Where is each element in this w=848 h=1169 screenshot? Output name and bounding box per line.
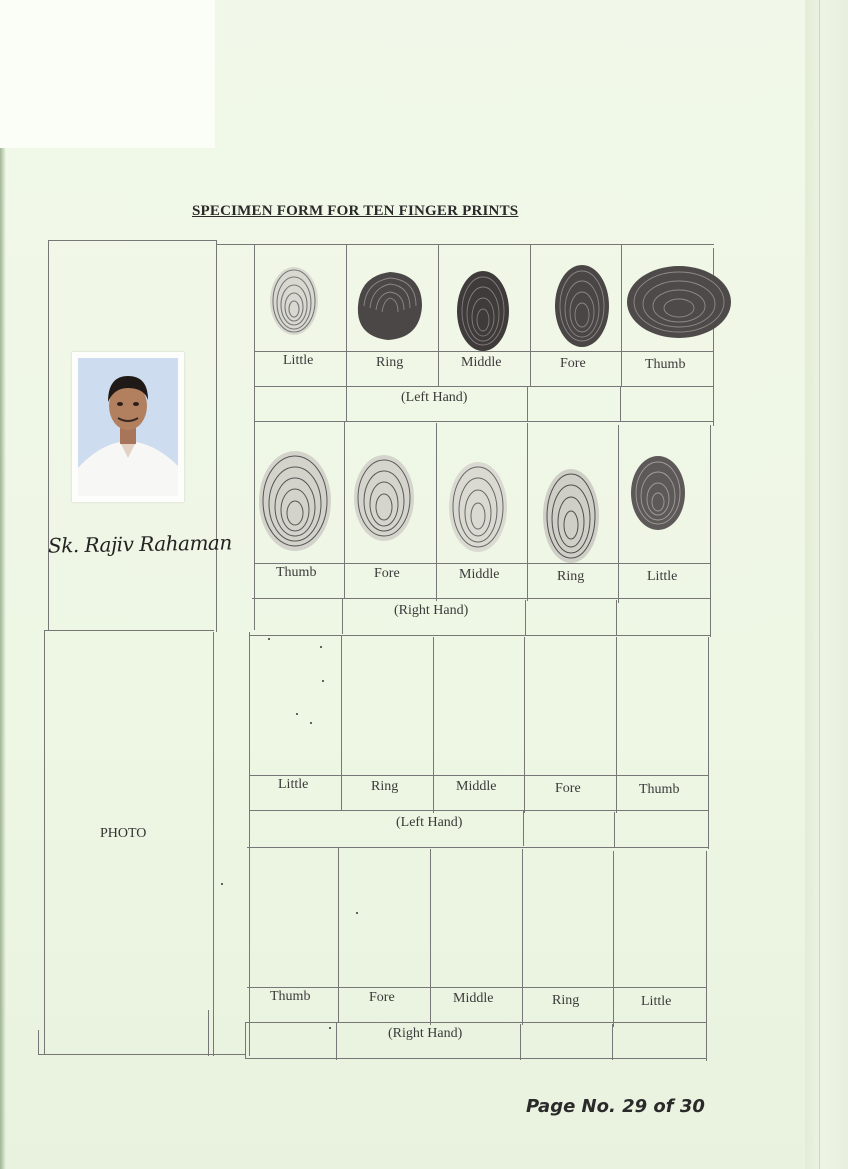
photo-placeholder-label: PHOTO [100,826,147,841]
right-thumb-label: Thumb [276,565,317,580]
left-fore-label: Fore [555,781,581,796]
right-ring-fingerprint-icon [540,465,602,567]
right-little-label: Little [641,994,672,1009]
left-thumb-label: Thumb [645,357,686,372]
right-thumb-label: Thumb [270,989,311,1004]
form-title: SPECIMEN FORM FOR TEN FINGER PRINTS [192,203,519,219]
person-portrait-icon [78,358,178,496]
left-little-label: Little [278,777,309,792]
scan-patch [0,0,215,148]
right-fore-label: Fore [369,990,395,1005]
left-thumb-fingerprint-icon [624,262,734,342]
left-little-fingerprint-icon [266,262,322,340]
left-little-label: Little [283,353,314,368]
page-edge-shadow [0,148,6,1169]
right-hand-label: (Right Hand) [388,1026,463,1041]
right-hand-label: (Right Hand) [394,603,469,618]
left-fore-fingerprint-icon [552,262,612,350]
right-middle-label: Middle [459,567,500,582]
left-ring-fingerprint-icon [352,266,426,344]
left-hand-label: (Left Hand) [396,815,463,830]
left-ring-label: Ring [376,355,404,370]
left-thumb-label: Thumb [639,782,680,797]
right-middle-fingerprint-icon [446,458,510,556]
right-fore-fingerprint-icon [352,452,416,544]
left-middle-label: Middle [456,779,497,794]
left-fore-label: Fore [560,356,586,371]
applicant-signature: Sk. Rajiv Rahaman [47,530,232,558]
right-ring-label: Ring [552,993,580,1008]
right-ring-label: Ring [557,569,585,584]
right-middle-label: Middle [453,991,494,1006]
page-number: Page No. 29 of 30 [526,1096,705,1117]
left-hand-label: (Left Hand) [401,390,468,405]
right-little-fingerprint-icon [628,452,688,534]
right-thumb-fingerprint-icon [256,447,334,555]
applicant-photo [72,352,184,502]
right-little-label: Little [647,569,678,584]
background-sheet [805,0,848,1169]
left-middle-fingerprint-icon [455,268,511,354]
left-ring-label: Ring [371,779,399,794]
right-fore-label: Fore [374,566,400,581]
left-middle-label: Middle [461,355,502,370]
